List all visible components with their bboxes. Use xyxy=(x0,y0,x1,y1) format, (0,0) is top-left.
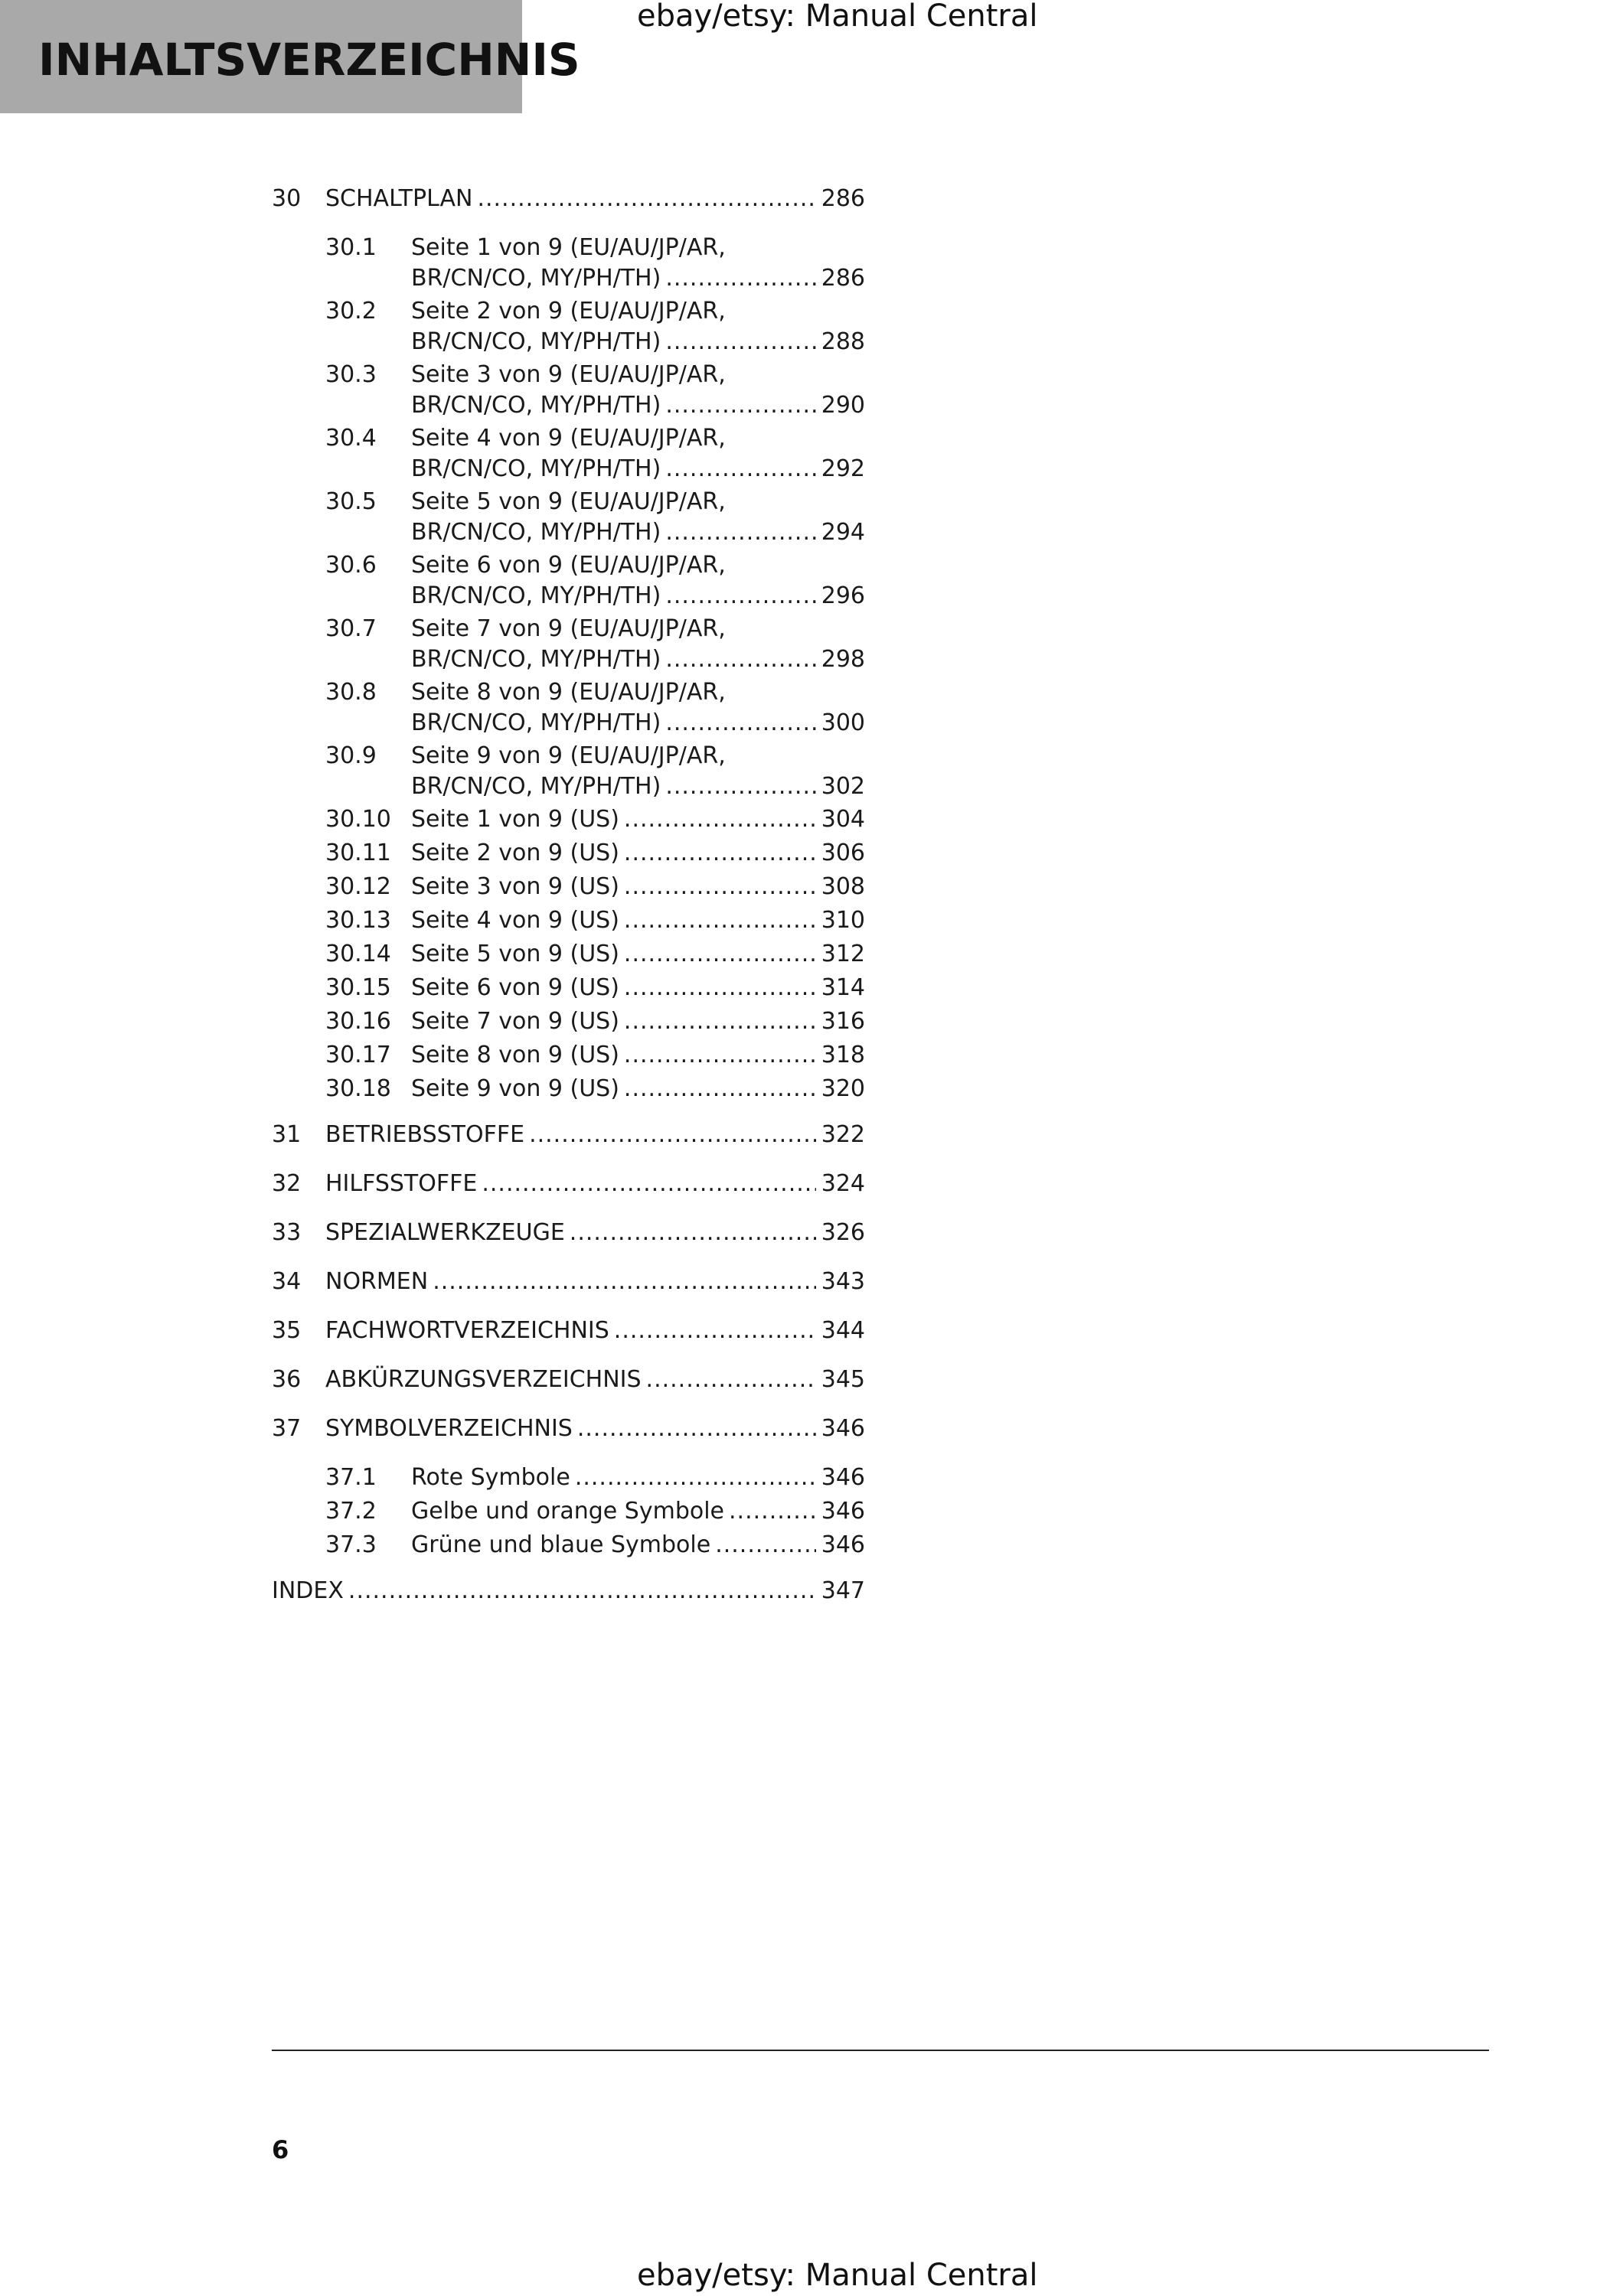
toc-entry-number: 30.1 xyxy=(325,234,377,261)
toc-entry-title: Rote Symbole xyxy=(411,1464,570,1491)
toc-page-number: 300 xyxy=(821,709,865,736)
toc-entry-number: 30.14 xyxy=(325,941,391,967)
section-title-box xyxy=(0,0,580,113)
toc-entry-title: BR/CN/CO, MY/PH/TH) xyxy=(411,646,661,673)
toc-entry-title: BR/CN/CO, MY/PH/TH) xyxy=(411,773,661,800)
toc-entry-title: SPEZIALWERKZEUGE xyxy=(325,1219,565,1246)
toc-page-number: 324 xyxy=(821,1170,865,1197)
toc-entry-title: Seite 4 von 9 (US) xyxy=(411,907,619,934)
toc-entry-title-line1: Seite 7 von 9 (EU/AU/JP/AR, xyxy=(411,615,726,642)
toc-leader-dots xyxy=(665,517,816,548)
toc-leader-dots xyxy=(570,1218,816,1248)
toc-page-number: 292 xyxy=(821,455,865,482)
toc-entry-title-line1: Seite 8 von 9 (EU/AU/JP/AR, xyxy=(411,679,726,706)
toc-page-number: 345 xyxy=(821,1366,865,1393)
toc-entry[interactable] xyxy=(272,1074,865,1104)
toc-page-number: 302 xyxy=(821,773,865,800)
toc-page-number: 294 xyxy=(821,519,865,546)
toc-entry-title-line1: Seite 1 von 9 (EU/AU/JP/AR, xyxy=(411,234,726,261)
toc-leader-dots xyxy=(729,1496,816,1527)
footer-rule xyxy=(272,2050,1489,2051)
toc-page-number: 346 xyxy=(821,1415,865,1442)
toc-entry-number: 36 xyxy=(272,1366,302,1393)
toc-entry-title-line1: Seite 2 von 9 (EU/AU/JP/AR, xyxy=(411,298,726,325)
toc-entry-title: BR/CN/CO, MY/PH/TH) xyxy=(411,519,661,546)
toc-leader-dots xyxy=(646,1365,816,1395)
toc-page-number: 314 xyxy=(821,974,865,1001)
toc-entry-number: 30.15 xyxy=(325,974,391,1001)
toc-entry-number: 30.11 xyxy=(325,840,391,866)
toc-page-number: 298 xyxy=(821,646,865,673)
toc-leader-dots xyxy=(624,838,816,869)
toc-entry-title: BR/CN/CO, MY/PH/TH) xyxy=(411,582,661,609)
toc-leader-dots xyxy=(624,804,816,835)
toc-entry[interactable] xyxy=(272,804,865,835)
toc-entry-number: 30.18 xyxy=(325,1075,391,1102)
toc-entry-number: 37 xyxy=(272,1415,302,1442)
toc-page-number: 316 xyxy=(821,1008,865,1035)
toc-entry-title-line1: Seite 9 von 9 (EU/AU/JP/AR, xyxy=(411,742,726,769)
toc-leader-dots xyxy=(665,454,816,484)
toc-entry[interactable] xyxy=(272,741,865,802)
toc-entry[interactable] xyxy=(272,905,865,936)
toc-entry-number: 30.5 xyxy=(325,488,377,515)
toc-entry-number: 30.10 xyxy=(325,806,391,833)
toc-entry[interactable] xyxy=(272,1463,865,1493)
toc-page-number: 286 xyxy=(821,265,865,292)
toc-entry-title: Seite 5 von 9 (US) xyxy=(411,941,619,967)
toc-page-number: 320 xyxy=(821,1075,865,1102)
toc-entry-number: 30 xyxy=(272,185,302,212)
toc-leader-dots xyxy=(665,771,816,802)
toc-entry-title: BR/CN/CO, MY/PH/TH) xyxy=(411,265,661,292)
toc-leader-dots xyxy=(624,939,816,970)
toc-entry[interactable] xyxy=(272,423,865,484)
toc-entry-title: Seite 1 von 9 (US) xyxy=(411,806,619,833)
toc-entry[interactable] xyxy=(272,973,865,1003)
toc-entry[interactable] xyxy=(272,838,865,869)
toc-entry-title: Gelbe und orange Symbole xyxy=(411,1498,725,1525)
toc-leader-dots xyxy=(529,1120,816,1150)
toc-entry-number: 30.9 xyxy=(325,742,377,769)
toc-entry[interactable] xyxy=(272,1496,865,1527)
page-number: 6 xyxy=(272,2135,289,2164)
toc-entry-title: NORMEN xyxy=(325,1268,429,1295)
toc-entry-title: Seite 6 von 9 (US) xyxy=(411,974,619,1001)
toc-entry[interactable] xyxy=(272,360,865,421)
toc-entry-title: BR/CN/CO, MY/PH/TH) xyxy=(411,328,661,355)
toc-entry-title-line1: Seite 3 von 9 (EU/AU/JP/AR, xyxy=(411,361,726,388)
toc-entry[interactable] xyxy=(272,1169,865,1199)
toc-leader-dots xyxy=(665,263,816,294)
toc-entry-number: 31 xyxy=(272,1121,302,1148)
toc-entry-title: Seite 8 von 9 (US) xyxy=(411,1042,619,1068)
toc-leader-dots xyxy=(624,1074,816,1104)
toc-entry-number: 37.1 xyxy=(325,1464,377,1491)
toc-entry-number: 32 xyxy=(272,1170,302,1197)
toc-entry[interactable] xyxy=(272,487,865,548)
table-of-contents xyxy=(272,184,865,1625)
toc-page-number: 306 xyxy=(821,840,865,866)
toc-entry-title: Seite 7 von 9 (US) xyxy=(411,1008,619,1035)
toc-entry[interactable] xyxy=(272,233,865,294)
toc-entry-title-line1: Seite 6 von 9 (EU/AU/JP/AR, xyxy=(411,552,726,579)
toc-entry-number: 34 xyxy=(272,1268,302,1295)
toc-page-number: 286 xyxy=(821,185,865,212)
toc-leader-dots xyxy=(665,644,816,675)
toc-entry-title: BETRIEBSSTOFFE xyxy=(325,1121,525,1148)
toc-leader-dots xyxy=(665,708,816,739)
toc-leader-dots xyxy=(665,581,816,612)
toc-entry-title-line1: Seite 4 von 9 (EU/AU/JP/AR, xyxy=(411,425,726,452)
toc-entry[interactable] xyxy=(272,296,865,357)
toc-leader-dots xyxy=(624,1006,816,1037)
toc-entry-number: 37.3 xyxy=(325,1531,377,1558)
toc-leader-dots xyxy=(477,184,816,214)
toc-entry-number: 30.7 xyxy=(325,615,377,642)
toc-entry[interactable] xyxy=(272,184,865,214)
toc-entry[interactable] xyxy=(272,550,865,612)
toc-entry-title-line1: Seite 5 von 9 (EU/AU/JP/AR, xyxy=(411,488,726,515)
toc-entry-number: 35 xyxy=(272,1317,302,1344)
toc-entry[interactable] xyxy=(272,1267,865,1297)
toc-entry[interactable] xyxy=(272,1365,865,1395)
toc-leader-dots xyxy=(348,1576,816,1606)
toc-entry[interactable] xyxy=(272,1120,865,1150)
toc-page-number: 347 xyxy=(821,1577,865,1604)
toc-entry[interactable] xyxy=(272,1414,865,1444)
toc-page-number: 326 xyxy=(821,1219,865,1246)
toc-entry-number: 30.3 xyxy=(325,361,377,388)
toc-entry-title: ABKÜRZUNGSVERZEICHNIS xyxy=(325,1366,642,1393)
toc-leader-dots xyxy=(577,1414,816,1444)
toc-entry-number: 37.2 xyxy=(325,1498,377,1525)
toc-entry-title: Grüne und blaue Symbole xyxy=(411,1531,711,1558)
toc-entry-number: 30.17 xyxy=(325,1042,391,1068)
toc-entry[interactable] xyxy=(272,872,865,902)
toc-leader-dots xyxy=(614,1316,816,1346)
toc-page-number: 346 xyxy=(821,1464,865,1491)
toc-leader-dots xyxy=(482,1169,816,1199)
toc-page-number: 308 xyxy=(821,873,865,900)
toc-entry-title: Seite 2 von 9 (US) xyxy=(411,840,619,866)
toc-entry-number: 30.13 xyxy=(325,907,391,934)
toc-entry-title: SYMBOLVERZEICHNIS xyxy=(325,1415,573,1442)
toc-entry-title: Seite 9 von 9 (US) xyxy=(411,1075,619,1102)
toc-entry-number: 30.16 xyxy=(325,1008,391,1035)
toc-leader-dots xyxy=(433,1267,816,1297)
toc-entry-title: HILFSSTOFFE xyxy=(325,1170,478,1197)
toc-page-number: 296 xyxy=(821,582,865,609)
toc-leader-dots xyxy=(665,327,816,357)
toc-page-number: 304 xyxy=(821,806,865,833)
toc-entry-number: 30.2 xyxy=(325,298,377,325)
toc-entry-title: INDEX xyxy=(272,1577,344,1604)
toc-leader-dots xyxy=(624,1040,816,1071)
toc-entry-title: Seite 3 von 9 (US) xyxy=(411,873,619,900)
toc-entry-number: 33 xyxy=(272,1219,302,1246)
toc-entry-number: 30.6 xyxy=(325,552,377,579)
toc-entry-number: 30.4 xyxy=(325,425,377,452)
toc-entry-number: 30.12 xyxy=(325,873,391,900)
toc-entry[interactable] xyxy=(272,1040,865,1071)
toc-leader-dots xyxy=(665,390,816,421)
watermark-bottom: ebay/etsy: Manual Central xyxy=(637,2258,1038,2293)
toc-entry-number: 30.8 xyxy=(325,679,377,706)
toc-page-number: 288 xyxy=(821,328,865,355)
toc-page-number: 290 xyxy=(821,392,865,419)
toc-entry[interactable] xyxy=(272,1576,865,1606)
toc-page-number: 344 xyxy=(821,1317,865,1344)
section-title: INHALTSVERZEICHNIS xyxy=(38,34,580,86)
toc-page-number: 318 xyxy=(821,1042,865,1068)
toc-entry-title: BR/CN/CO, MY/PH/TH) xyxy=(411,709,661,736)
toc-leader-dots xyxy=(715,1530,816,1561)
toc-leader-dots xyxy=(575,1463,816,1493)
toc-page-number: 346 xyxy=(821,1498,865,1525)
toc-page-number: 322 xyxy=(821,1121,865,1148)
toc-entry[interactable] xyxy=(272,677,865,739)
toc-page-number: 310 xyxy=(821,907,865,934)
toc-page-number: 343 xyxy=(821,1268,865,1295)
toc-entry-title: BR/CN/CO, MY/PH/TH) xyxy=(411,455,661,482)
watermark-top: ebay/etsy: Manual Central xyxy=(637,0,1038,34)
toc-entry-title: BR/CN/CO, MY/PH/TH) xyxy=(411,392,661,419)
toc-leader-dots xyxy=(624,905,816,936)
toc-entry-title: FACHWORTVERZEICHNIS xyxy=(325,1317,609,1344)
toc-entry[interactable] xyxy=(272,1218,865,1248)
toc-page-number: 346 xyxy=(821,1531,865,1558)
toc-entry-title: SCHALTPLAN xyxy=(325,185,473,212)
toc-entry[interactable] xyxy=(272,1530,865,1561)
toc-entry[interactable] xyxy=(272,614,865,675)
toc-page-number: 312 xyxy=(821,941,865,967)
toc-entry[interactable] xyxy=(272,1316,865,1346)
toc-entry[interactable] xyxy=(272,939,865,970)
toc-leader-dots xyxy=(624,973,816,1003)
toc-entry[interactable] xyxy=(272,1006,865,1037)
toc-leader-dots xyxy=(624,872,816,902)
